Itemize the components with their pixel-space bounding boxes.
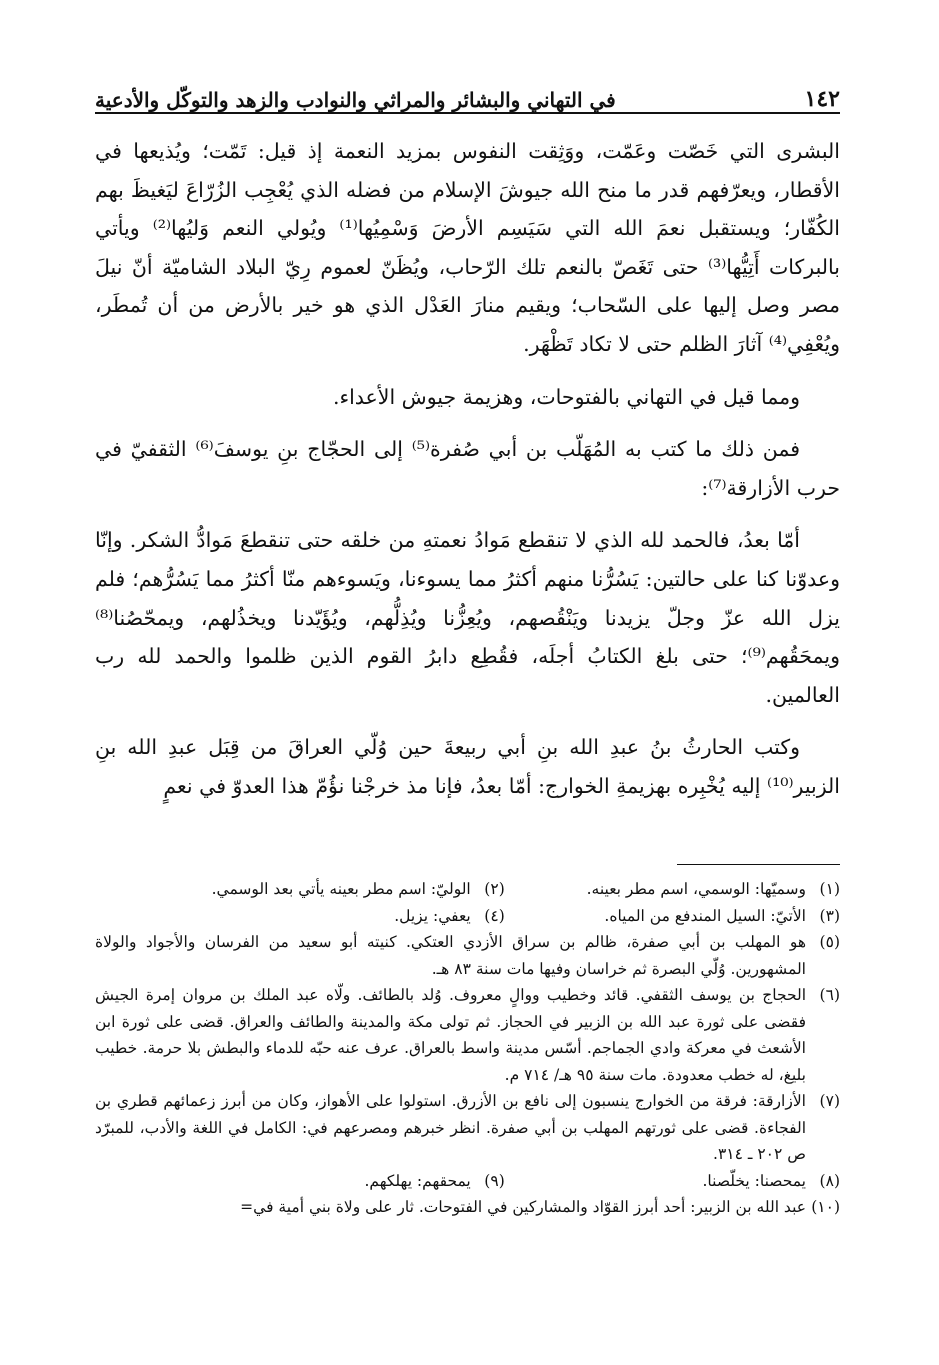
footnote-text: الوليّ: اسم مطر بعينه يأتي بعد الوسمي. (211, 880, 471, 898)
footnote-text: الأتيّ: السيل المندفع من المياه. (604, 906, 806, 925)
paragraph: أمّا بعدُ، فالحمد لله الذي لا تنقطع مَوادُ نعمتهِ من خلقه حتى تنقطعَ مَوادُّ الشكر. وإنّا وعدوّنا كنا على حالتين: يَسُرُّنا منهم أكثرُ مما يسوءنا، ويَسوءهم منّا أكثرُ مما يَسُرُّهم؛ فلم يزل الله عزّ وجلّ يزيدنا ويَنْقُصهم، ويُعِزُّنا ويُذِلُّهم، ويُؤَيّدنا ويخذُلهم، ويمحّصُنا⁽⁸⁾ ويمحَقُهم⁽⁹⁾؛ حتى بلغ الكتابُ أجلَه، فقُطِع دابرُ القوم الذين ظلموا والحمد لله رب العالمين. (95, 528, 840, 707)
footnote-number: (٥) (819, 933, 840, 951)
footnote-number: (٨) (819, 1171, 840, 1190)
footnote (95, 982, 840, 1088)
page-header (95, 76, 840, 112)
footnote-number: (٣) (819, 906, 840, 925)
footnote-text: يمحقهم: يهلكهم. (364, 1171, 471, 1190)
footnote-separator (677, 864, 840, 865)
paragraph: فمن ذلك ما كتب به المُهَلّب بن أبي صُفرة⁽⁵⁾ إلى الحجّاج بنِ يوسفَ⁽⁶⁾ الثقفيّ في حرب الأزارقة⁽⁷⁾: (95, 437, 840, 500)
footnote-number: (٧) (819, 1092, 840, 1110)
footnote-row (95, 1168, 840, 1195)
footnote (505, 903, 840, 930)
footnote-text: يعفي: يزيل. (394, 906, 471, 925)
footnote-text: يمحصنا: يخلّصنا. (702, 1171, 806, 1190)
footnote-number: (١) (819, 880, 840, 898)
footnote (170, 876, 505, 903)
footnote-text: الحجاج بن يوسف الثقفي. قائد وخطيب ووالٍ معروف. وُلد بالطائف. ولّاه عبد الملك بن مروان إمرة الجيش فقضى على ثورة عبد الله بن الزبير في الحجاز. ثم تولى مكة والمدينة والطائف والعراق. قضى على ثورة ابن الأشعث في معركة وادي الجماجم. أسّس مدينة واسط بالعراق. عرف عنه حبّه للدماء والبطش بلا حرمة. خطيب بليغ، له خطب معدودة. مات سنة ٩٥ هـ/ ٧١٤ م. (95, 986, 806, 1084)
paragraph: البشرى التي خَصّت وعَمّت، ووَثِقت النفوس بمزيد النعمة إذ قيل: تَمّت؛ ويُذيعها في الأقطار، ويعرّفهم قدر ما منح الله جيوشَ الإسلام من فضله الذي يُعْجِب الزُرّاعَ ليَغيظَ بهم الكُفّار؛ ويستقبل نعمَ الله التي سَيَسِم الأرضَ وَسْمِيُها⁽¹⁾ ويُولي النعم وَليُها⁽²⁾ ويأتي بالبركات أَتِيُّها⁽³⁾ حتى تَغَصّ بالنعم تلك الرّحاب، ويُظَنّ لعموم رِيّ البلاد الشاميّة أنّ نيلَ مصر وصل إليها على السّحاب؛ ويقيم منارَ العَدْل الذي هو خير بالأرض من أن تُمطَر، ويُعْفِي⁽⁴⁾ آثارَ الظلم حتى لا تكاد تَظْهَر. (95, 139, 840, 356)
page-number: ١٤٢ (804, 86, 840, 112)
footnote (505, 1168, 840, 1195)
footnote-row (95, 903, 840, 930)
footnote-text: وسميّها: الوسمي، اسم مطر بعينه. (586, 880, 806, 898)
footnote (95, 1194, 840, 1221)
footnote-number: (١٠) (811, 1198, 840, 1216)
footnote-text: هو المهلب بن أبي صفرة، ظالم بن سراق الأزدي العتكي. كنيته أبو سعيد من الفرسان والأجواد والولاة المشهورين. وُلّي البصرة ثم خراسان وفيها مات سنة ٨٣ هـ. (95, 933, 806, 978)
header-rule (95, 112, 840, 114)
paragraph: ومما قيل في التهاني بالفتوحات، وهزيمة جيوش الأعداء. (332, 384, 800, 409)
paragraph: وكتب الحارثُ بنُ عبدِ الله بنِ أبي ربيعةَ حين وُلّي العراقَ من قِبَل عبدِ الله بنِ الزبير⁽¹⁰⁾ إليه يُخْبِره بهزيمةِ الخوارج: أمّا بعدُ، فإنا مذ خرجْنا نؤُمّ هذا العدوّ في نعمٍ (95, 735, 840, 798)
footnote-number: (٢) (484, 880, 505, 898)
footnote (170, 1168, 505, 1195)
footnote (505, 876, 840, 903)
running-title: في التهاني والبشائر والمراثي والنوادب والزهد والتوكّل والأدعية (95, 88, 616, 112)
footnote (95, 929, 840, 982)
footnote-row (95, 876, 840, 903)
footnote-text: عبد الله بن الزبير: أحد أبرز القوّاد والمشاركين في الفتوحات. ثار على ولاة بني أمية في= (240, 1198, 806, 1216)
main-text (95, 132, 840, 806)
footnote-number: (٦) (819, 986, 840, 1004)
footnote (170, 903, 505, 930)
footnote (95, 1088, 840, 1168)
footnote-number: (٤) (484, 906, 505, 925)
footnote-text: الأزارقة: فرقة من الخوارج ينسبون إلى نافع بن الأزرق. استولوا على الأهواز، وكان من أبرز زعمائهم قطري بن الفجاءة. قضى على ثورتهم المهلب بن أبي صفرة. انظر خبرهم ومصرعهم في: الكامل في اللغة والأدب، للمبرّد ص ٢٠٢ ـ ٣١٤. (95, 1092, 806, 1163)
footnotes (95, 876, 840, 1221)
footnote-number: (٩) (484, 1171, 505, 1190)
